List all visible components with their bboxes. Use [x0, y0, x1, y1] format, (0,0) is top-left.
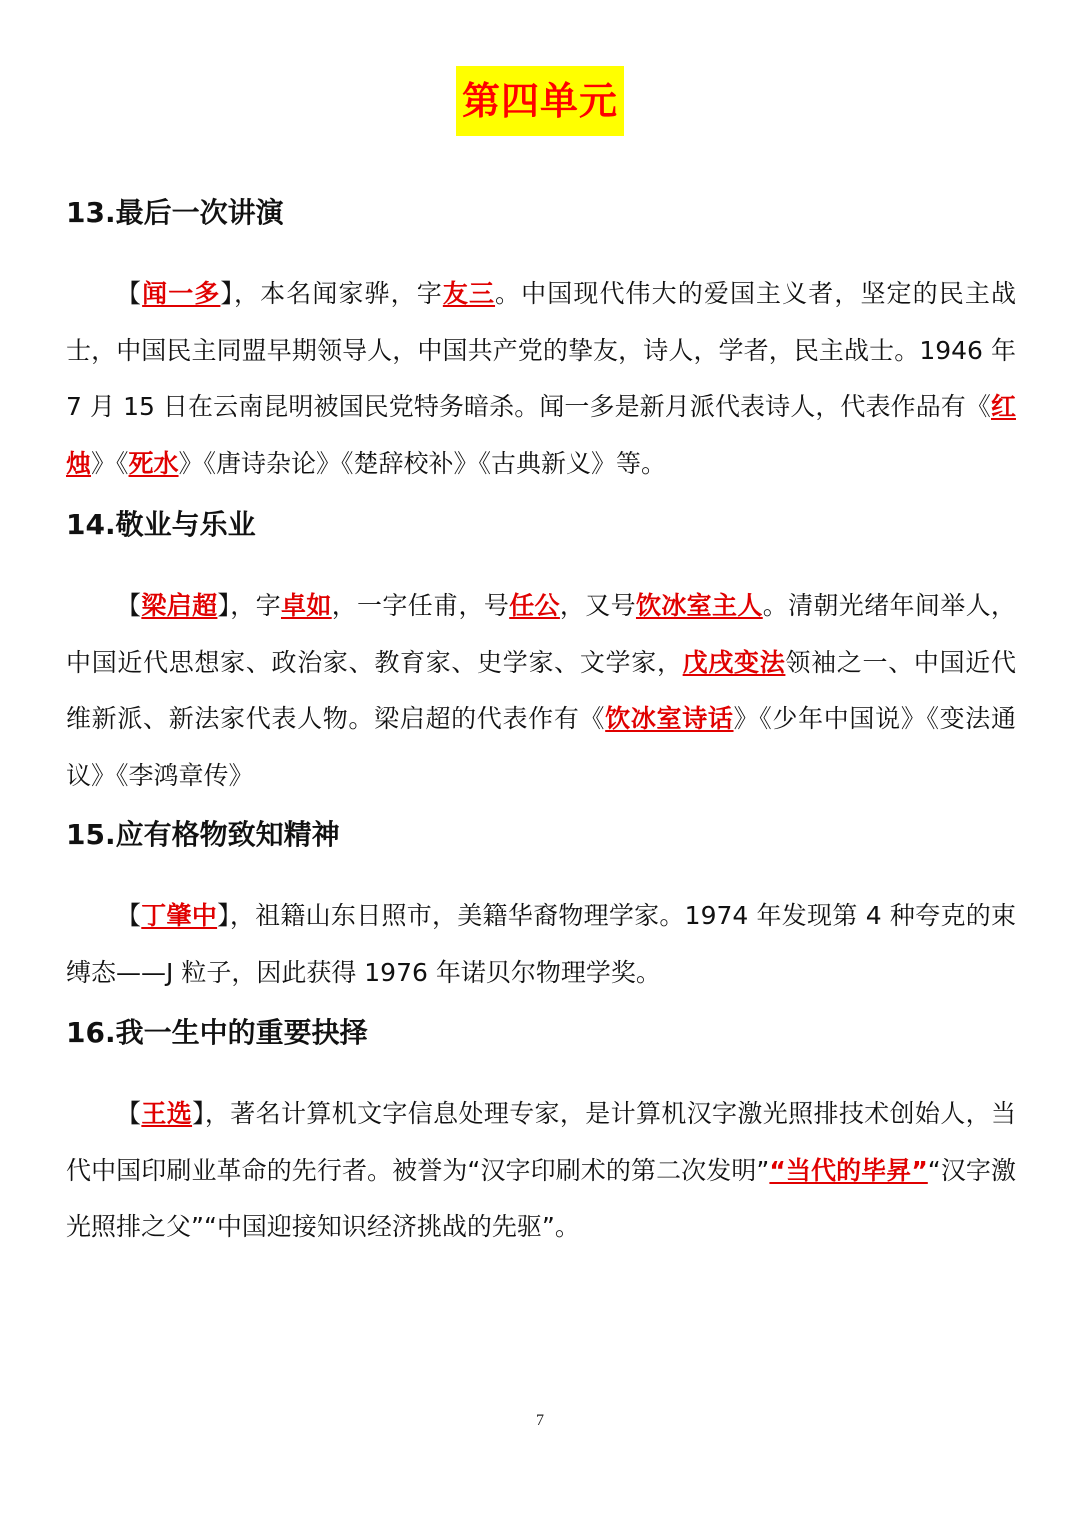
highlight-term: 死水	[128, 448, 179, 478]
section-15	[66, 815, 1016, 1001]
section-heading: 16.我一生中的重要抉择	[66, 1016, 368, 1049]
highlight-term: 卓如	[280, 591, 332, 620]
text-run: 【	[116, 279, 143, 308]
section-paragraph	[66, 1086, 1016, 1256]
highlight-term: 饮冰室诗话	[605, 704, 734, 733]
section-13	[66, 193, 1016, 492]
text-run: 【	[116, 901, 142, 930]
page-number: 7	[536, 1412, 544, 1429]
text-run: 》《	[91, 448, 129, 478]
text-run: ，又号	[559, 591, 636, 620]
section-heading: 13.最后一次讲演	[66, 196, 284, 229]
person-name: 王选	[141, 1099, 193, 1128]
text-run: 】，字	[217, 591, 281, 620]
unit-title: 第四单元	[456, 66, 624, 136]
highlight-term: 友三	[442, 279, 496, 308]
text-run: ，一字任甫，号	[331, 591, 510, 620]
text-run: 【	[116, 591, 142, 620]
highlight-term: 戊戌变法	[682, 647, 786, 677]
section-paragraph	[66, 266, 1016, 492]
text-run: 】，著名计算机文字信息处理专家，是计算机汉字激光照排技术创始人，当代中国印刷业革命的先行者。被誉为“汉字印刷术的第二次发明”	[66, 1099, 1016, 1185]
text-run: “汉字激光照排之父”“中国迎接知识经济挑战的先驱”。	[66, 1155, 1017, 1241]
section-paragraph	[66, 888, 1016, 1001]
highlight-term: “当代的毕昇”	[769, 1155, 928, 1185]
person-name: 丁肇中	[141, 901, 218, 930]
highlight-term: 任公	[509, 591, 560, 620]
text-run: 》《唐诗杂论》《楚辞校补》《古典新义》等。	[178, 448, 667, 478]
text-run: 。清朝光绪年间举人，中国近代思想家、政治家、教育家、史学家、文学家，	[66, 591, 1016, 677]
highlight-term: 饮冰室主人	[635, 591, 763, 620]
title-wrapper	[0, 66, 1080, 136]
text-run: 。中国现代伟大的爱国主义者，坚定的民主战士，中国民主同盟早期领导人，中国共产党的挚友，诗人，学者，民主战士。1946 年 7 月 15 日在云南昆明被国民党特务暗杀。闻一多是新月派代表诗人，代表作品有《	[66, 279, 1016, 421]
text-run: 】，祖籍山东日照市，美籍华裔物理学家。1974 年发现第 4 种夸克的束缚态——J 粒子，因此获得 1976 年诺贝尔物理学奖。	[66, 901, 1016, 987]
section-heading: 14.敬业与乐业	[66, 508, 256, 541]
person-name: 闻一多	[142, 279, 221, 308]
section-16	[66, 1013, 1016, 1256]
text-run: 【	[116, 1099, 142, 1128]
text-run: 】，本名闻家骅，字	[220, 279, 443, 308]
highlight-term: 红烛	[66, 392, 1016, 478]
text-run: 领袖之一、中国近代维新派、新法家代表人物。梁启超的代表作有《	[66, 647, 1016, 733]
person-name: 梁启超	[141, 591, 218, 620]
section-heading: 15.应有格物致知精神	[66, 818, 340, 851]
text-run: 》《少年中国说》《变法通议》《李鸿章传》	[66, 704, 1016, 790]
section-14	[66, 505, 1016, 804]
section-paragraph	[66, 578, 1016, 804]
